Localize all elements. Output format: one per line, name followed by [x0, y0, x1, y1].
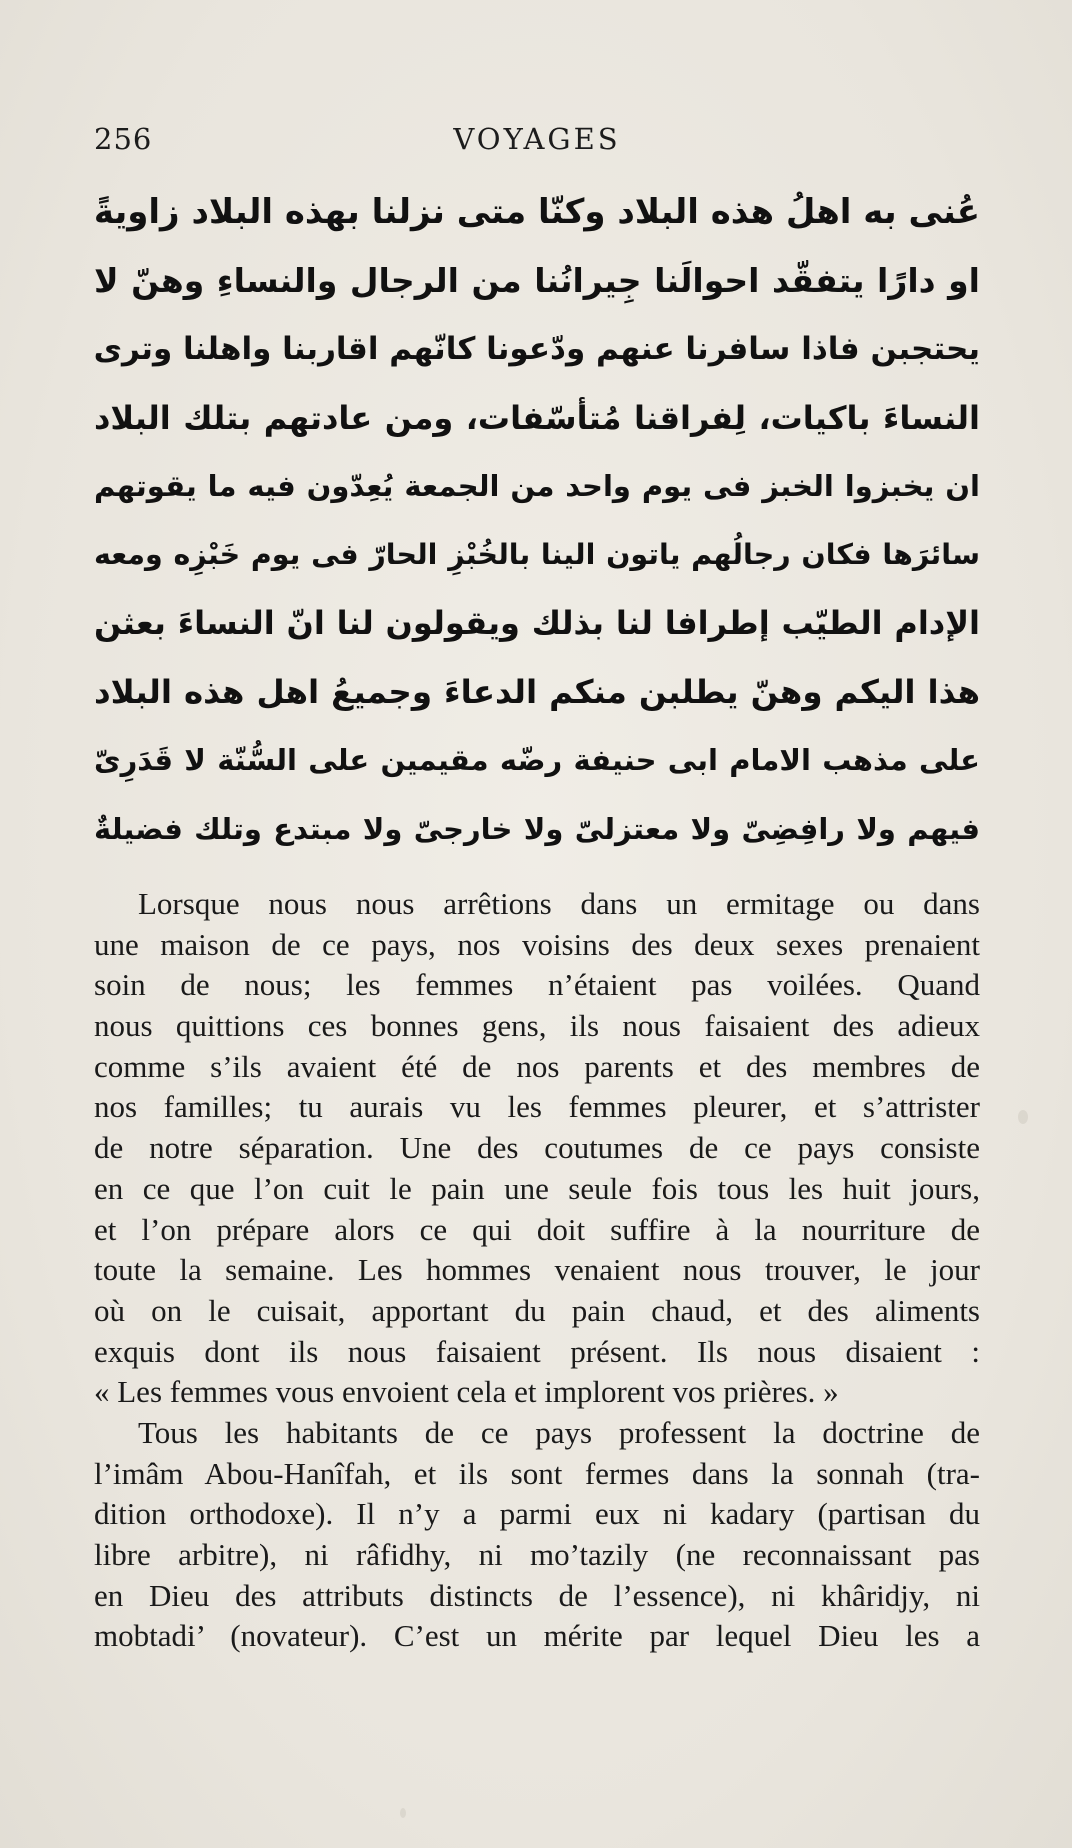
page-number: 256	[94, 122, 153, 156]
arabic-line: النساءَ باكيات، لِفراقنا مُتأسّفات، ومن عادتهم بتلك البلاد	[94, 398, 980, 437]
french-line: toute la semaine. Les hommes venaient nous trouver, le jour	[94, 1252, 980, 1288]
arabic-line: هذا اليكم وهنّ يطلبن منكم الدعاءَ وجميعُ اهل هذه البلاد	[94, 672, 980, 711]
arabic-line: او دارًا يتفقّد احوالَنا جِيرانُنا من الرجال والنساءِ وهنّ لا	[94, 260, 980, 300]
french-line: nos familles; tu aurais vu les femmes pleurer, et s’attrister	[94, 1089, 980, 1125]
french-line: libre arbitre), ni râfidhy, ni mo’tazily (ne reconnaissant pas	[94, 1537, 980, 1572]
french-line: comme s’ils avaient été de nos parents et des membres de	[94, 1048, 980, 1084]
french-line: Lorsque nous nous arrêtions dans un ermitage ou dans	[138, 886, 980, 921]
french-line: où on le cuisait, apportant du pain chaud, et des aliments	[94, 1292, 980, 1328]
french-line: exquis dont ils nous faisaient présent. Ils nous disaient :	[94, 1333, 980, 1369]
french-line: de notre séparation. Une des coutumes de ce pays consiste	[94, 1130, 980, 1166]
arabic-line: فيهم ولا رافِضِىّ ولا معتزلىّ ولا خارجىّ ولا مبتدع وتلك فضيلةٌ	[94, 811, 980, 846]
french-line: dition orthodoxe). Il n’y a parmi eux ni kadary (partisan du	[94, 1496, 980, 1532]
arabic-line: ان يخبزوا الخبز فى يوم واحد من الجمعة يُعِدّون فيه ما يقوتهم	[94, 469, 980, 503]
french-line: l’imâm Abou-Hanîfah, et ils sont fermes dans la sonnah (tra-	[94, 1455, 980, 1491]
paper-stain	[1018, 1110, 1028, 1124]
french-translation-block	[94, 884, 980, 1657]
french-line: nous quittions ces bonnes gens, ils nous faisaient des adieux	[94, 1008, 980, 1044]
french-line: mobtadi’ (novateur). C’est un mérite par lequel Dieu les a	[94, 1618, 980, 1654]
french-line: une maison de ce pays, nos voisins des deux sexes prenaient	[94, 926, 980, 962]
french-line: en ce que l’on cuit le pain une seule fois tous les huit jours,	[94, 1170, 980, 1206]
french-line: Tous les habitants de ce pays professent la doctrine de	[138, 1414, 980, 1450]
page-header	[94, 122, 980, 166]
french-line: « Les femmes vous envoient cela et implorent vos prières. »	[94, 1374, 839, 1410]
running-title: VOYAGES	[453, 122, 621, 156]
arabic-line: على مذهب الامام ابى حنيفة رضّه مقيمين على السُّنّة لا قَدَرِىّ	[94, 743, 980, 777]
arabic-line: سائرَها فكان رجالُهم ياتون الينا بالخُبْزِ الحارّ فى يوم خَبْزِه ومعه	[94, 537, 980, 571]
arabic-line: يحتجبن فاذا سافرنا عنهم ودّعونا كانّهم اقاربنا واهلنا وترى	[94, 331, 980, 367]
french-line: soin de nous; les femmes n’étaient pas voilées. Quand	[94, 967, 980, 1003]
arabic-line: عُنى به اهلُ هذه البلاد وكنّا متى نزلنا بهذه البلاد زاويةً	[94, 192, 980, 232]
french-line: et l’on prépare alors ce qui doit suffire à la nourriture de	[94, 1211, 980, 1247]
french-line: en Dieu des attributs distincts de l’essence), ni khâridjy, ni	[94, 1577, 980, 1613]
paper-stain	[400, 1808, 406, 1818]
arabic-text-block	[94, 178, 980, 863]
arabic-line: الإدام الطيّب إطرافا لنا بذلك ويقولون لنا انّ النساءَ بعثن	[94, 604, 980, 642]
